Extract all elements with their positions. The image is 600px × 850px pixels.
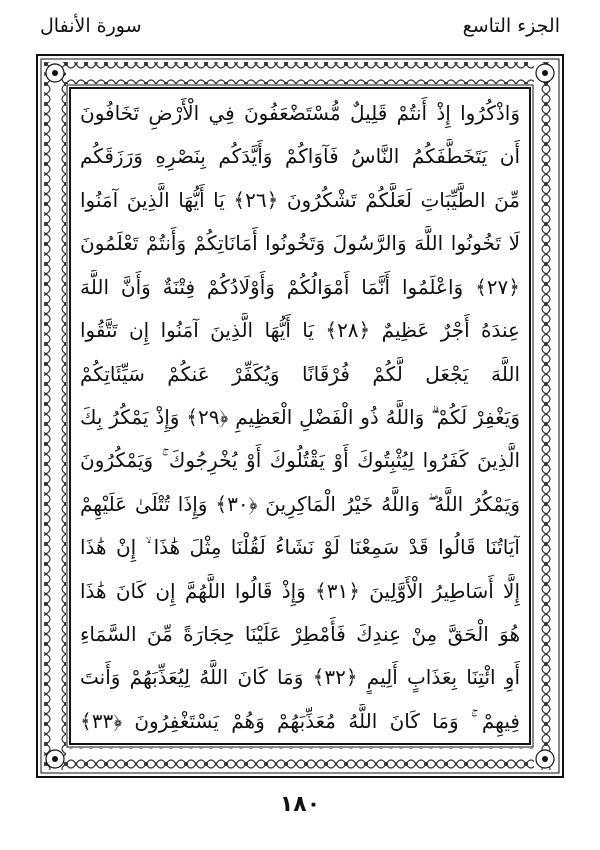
juz-title: الجزء التاسع bbox=[462, 15, 560, 37]
verse-line: وَيَمْكُرُ اللَّهُ ۖ وَاللَّهُ خَيْرُ الْمَاكِرِينَ ﴿٣٠﴾ وَإِذَا تُتْلَىٰ عَلَيْهِمْ bbox=[80, 491, 520, 516]
verse-line: الَّذِينَ كَفَرُوا لِيُثْبِتُوكَ أَوْ يَقْتُلُوكَ أَوْ يُخْرِجُوكَ ۚ وَيَمْكُرُونَ bbox=[80, 448, 520, 473]
verse-line: هُوَ الْحَقَّ مِنْ عِندِكَ فَأَمْطِرْ عَلَيْنَا حِجَارَةً مِّنَ السَّمَاءِ bbox=[80, 622, 520, 647]
surah-title: سورة الأنفال bbox=[40, 15, 142, 37]
verse-line: وَيَغْفِرْ لَكُمْ ۗ وَاللَّهُ ذُو الْفَضْلِ الْعَظِيمِ ﴿٢٩﴾ وَإِذْ يَمْكُرُ بِكَ bbox=[80, 404, 520, 429]
verse-line: لَا تَخُونُوا اللَّهَ وَالرَّسُولَ وَتَخُونُوا أَمَانَاتِكُمْ وَأَنتُمْ تَعْلَمُونَ bbox=[80, 231, 520, 256]
verse-line: فِيهِمْ ۚ وَمَا كَانَ اللَّهُ مُعَذِّبَهُمْ وَهُمْ يَسْتَغْفِرُونَ ﴿٣٣﴾ bbox=[80, 708, 520, 733]
ornamental-frame bbox=[36, 54, 564, 778]
page-number: ١٨٠ bbox=[279, 792, 321, 817]
verse-line: عِندَهُ أَجْرٌ عَظِيمٌ ﴿٢٨﴾ يَا أَيُّهَا الَّذِينَ آمَنُوا إِن تَتَّقُوا bbox=[80, 318, 520, 343]
verse-line: اللَّهَ يَجْعَل لَّكُمْ فُرْقَانًا وَيُكَفِّرْ عَنكُمْ سَيِّئَاتِكُمْ bbox=[80, 361, 520, 386]
verse-line: أَن يَتَخَطَّفَكُمُ النَّاسُ فَآوَاكُمْ وَأَيَّدَكُم بِنَصْرِهِ وَرَزَقَكُم bbox=[80, 144, 520, 169]
verse-line: آيَاتُنَا قَالُوا قَدْ سَمِعْنَا لَوْ نَشَاءُ لَقُلْنَا مِثْلَ هَٰذَا ۙ إِنْ هَٰذَا bbox=[80, 535, 520, 560]
verse-line: أَوِ ائْتِنَا بِعَذَابٍ أَلِيمٍ ﴿٣٢﴾ وَمَا كَانَ اللَّهُ لِيُعَذِّبَهُمْ وَأَنتَ bbox=[80, 665, 520, 690]
verse-line: ﴿٢٧﴾ وَاعْلَمُوا أَنَّمَا أَمْوَالُكُمْ وَأَوْلَادُكُمْ فِتْنَةٌ وَأَنَّ اللَّهَ bbox=[80, 274, 520, 299]
verse-line: مِّنَ الطَّيِّبَاتِ لَعَلَّكُمْ تَشْكُرُونَ ﴿٢٦﴾ يَا أَيُّهَا الَّذِينَ آمَنُوا bbox=[80, 187, 520, 212]
verse-line: وَاذْكُرُوا إِذْ أَنتُمْ قَلِيلٌ مُّسْتَضْعَفُونَ فِي الْأَرْضِ تَخَافُونَ bbox=[80, 101, 520, 125]
verses-text-block bbox=[80, 96, 520, 738]
page-header bbox=[40, 6, 560, 46]
verse-line: إِلَّا أَسَاطِيرُ الْأَوَّلِينَ ﴿٣١﴾ وَإِذْ قَالُوا اللَّهُمَّ إِن كَانَ هَٰذَا bbox=[80, 578, 520, 603]
